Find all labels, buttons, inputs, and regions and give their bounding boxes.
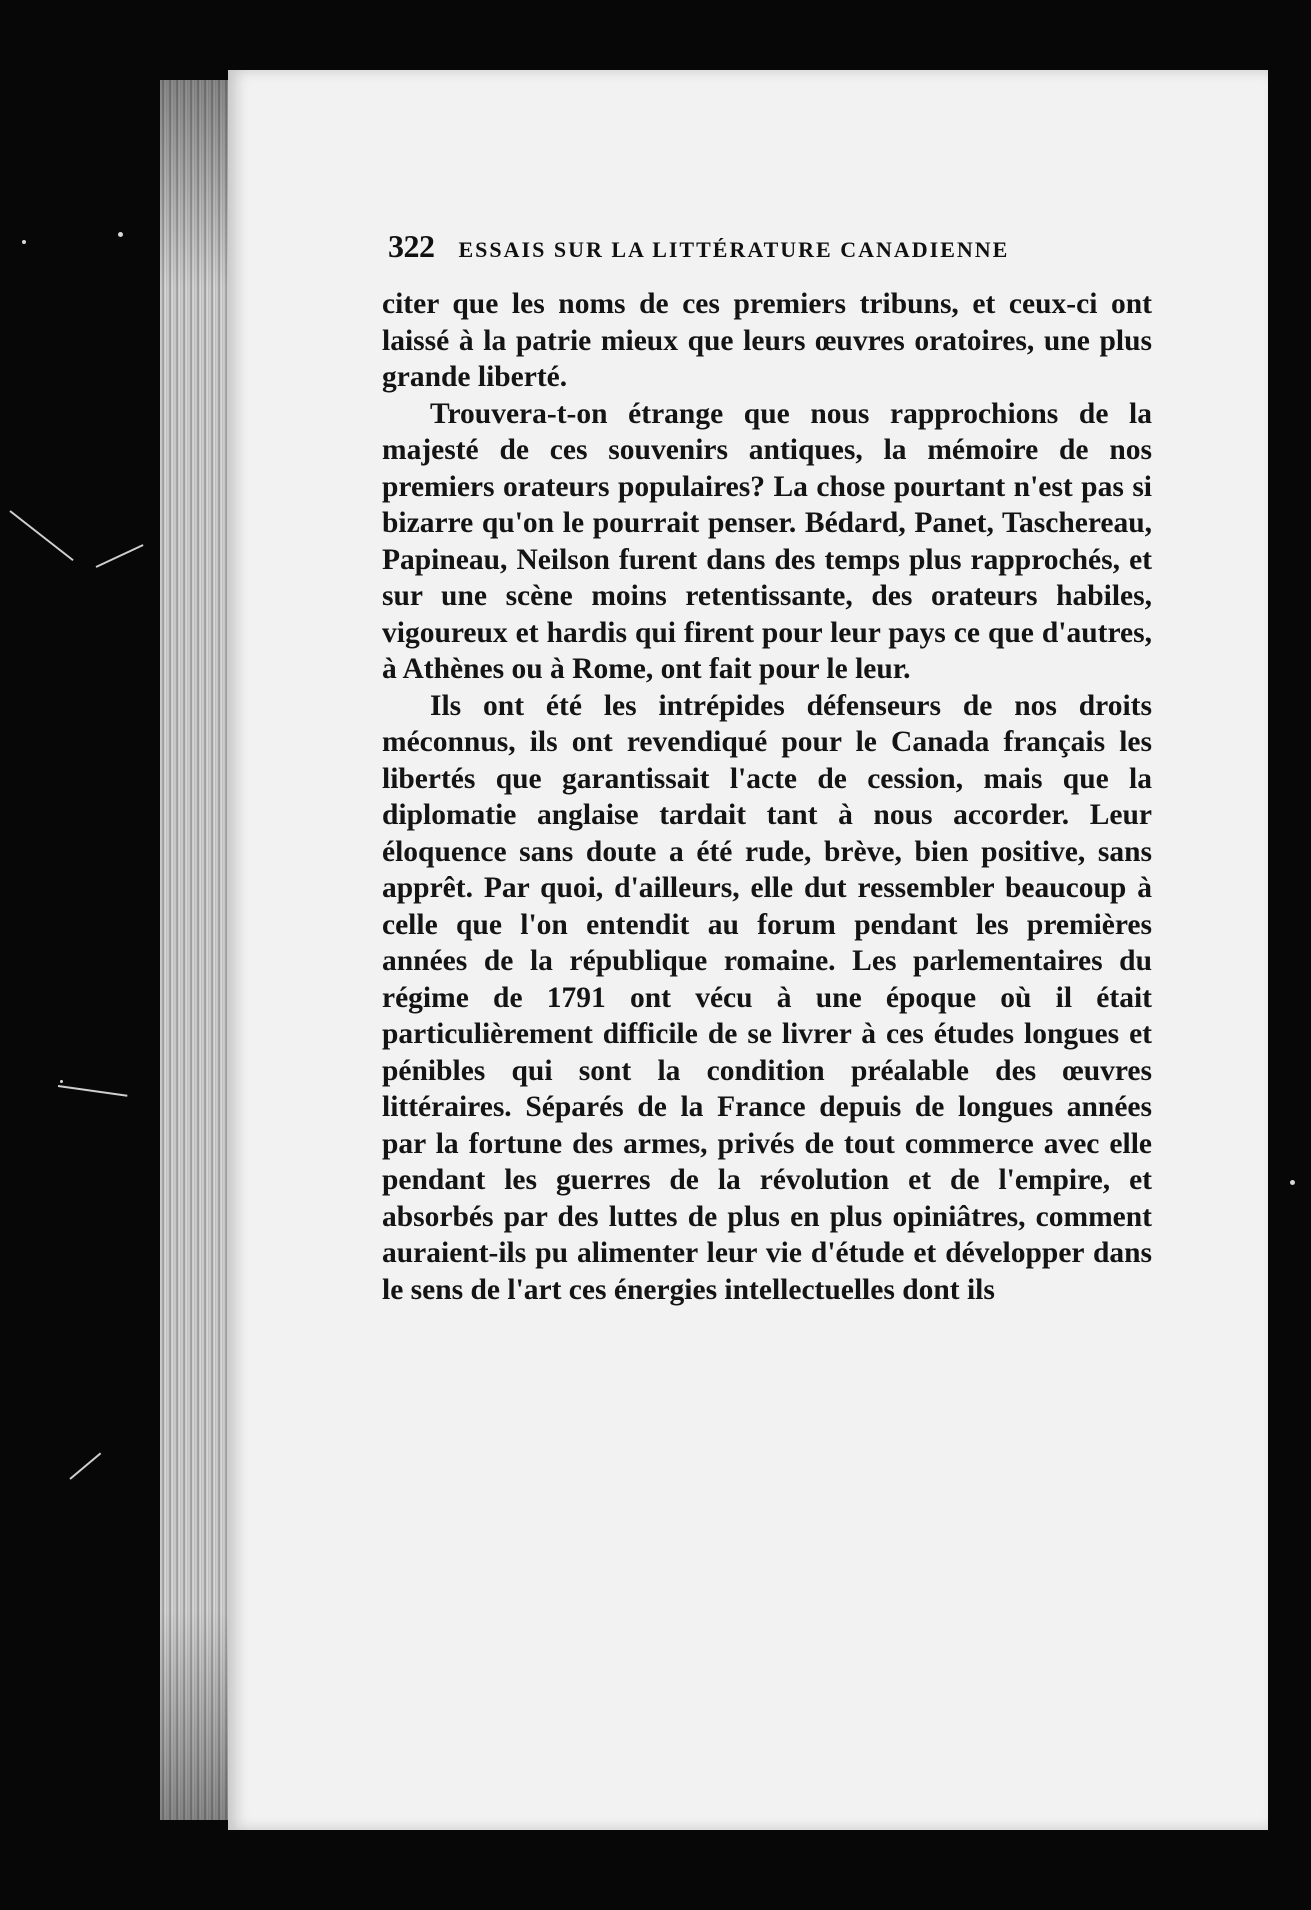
page-header — [388, 228, 1128, 288]
page-sheet — [228, 70, 1268, 1830]
body-text — [382, 286, 1152, 1308]
film-scratch — [58, 1085, 128, 1097]
dust-speck — [60, 1080, 63, 1083]
dust-speck — [1290, 1180, 1295, 1185]
dust-speck — [118, 232, 123, 237]
film-scratch — [96, 544, 144, 568]
paragraph-continuation: citer que les noms de ces premiers tribuns, et ceux-ci ont laissé à la patrie mieux que leurs œuvres oratoires, une plus grande liberté. — [382, 288, 1152, 393]
film-scratch — [69, 1453, 101, 1480]
running-head: ESSAIS SUR LA LITTÉRATURE CANADIENNE — [458, 237, 1010, 262]
dust-speck — [22, 240, 26, 244]
page-number: 322 — [388, 228, 435, 264]
paragraph: Trouvera-t-on étrange que nous rapprochions de la majesté de ces souvenirs antiques, la mémoire de nos premiers orateurs populaires? La chose pourtant n'est pas si bizarre qu'on le pourrait penser. Bédard, Panet, Taschereau, Papineau, Neilson furent dans des temps plus rapprochés, et sur une scène moins retentissante, des orateurs habiles, vigoureux et hardis qui firent pour leur pays ce que d'autres, à Athènes ou à Rome, ont fait pour le leur. — [382, 397, 1152, 685]
page-stack-edges — [160, 80, 234, 1820]
film-scratch — [9, 510, 73, 561]
paragraph: Ils ont été les intrépides défenseurs de nos droits méconnus, ils ont revendiqué pour le Canada français les libertés que garantissait l'acte de cession, mais que la diplomatie anglaise tardait tant à nous accorder. Leur éloquence sans doute a été rude, brève, bien positive, sans apprêt. Par quoi, d'ailleurs, elle dut ressembler beaucoup à celle que l'on entendit au forum pendant les premières années de la république romaine. Les parlementaires du régime de 1791 ont vécu à une époque où il était particulièrement difficile de se livrer à ces études longues et pénibles qui sont la condition préalable des œuvres littéraires. Séparés de la France depuis de longues années par la fortune des armes, privés de tout commerce avec elle pendant les guerres de la révolution et de l'empire, et absorbés par des luttes de plus en plus opiniâtres, comment auraient-ils pu alimenter leur vie d'étude et développer dans le sens de l'art ces énergies intellectuelles dont ils — [382, 689, 1152, 1306]
